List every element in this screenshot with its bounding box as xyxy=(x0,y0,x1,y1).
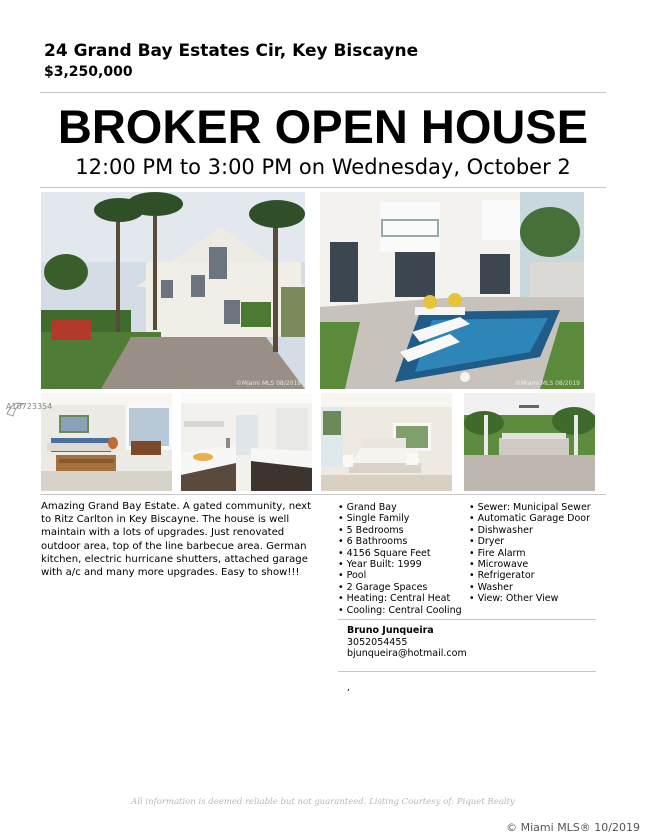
feature-item: • Cooling: Central Cooling xyxy=(338,605,462,616)
photo-kitchen[interactable] xyxy=(181,393,312,491)
feature-item: • Pool xyxy=(338,570,462,581)
photo-bedroom[interactable] xyxy=(321,393,452,491)
features-list-left xyxy=(338,502,462,616)
divider xyxy=(338,671,596,672)
listing-id: A10723354 xyxy=(6,402,53,411)
photo-patio[interactable] xyxy=(464,393,595,491)
listing-price: $3,250,000 xyxy=(44,64,133,80)
photo-house-exterior[interactable] xyxy=(41,192,305,389)
feature-item: • Microwave xyxy=(469,559,591,570)
feature-item: • Dryer xyxy=(469,536,591,547)
feature-item: • 2 Garage Spaces xyxy=(338,582,462,593)
feature-item: • Fire Alarm xyxy=(469,548,591,559)
agent-email[interactable]: bjunqueira@hotmail.com xyxy=(347,648,467,659)
agent-phone[interactable]: 3052054455 xyxy=(347,637,408,648)
feature-item: • View: Other View xyxy=(469,593,591,604)
divider xyxy=(40,494,606,495)
feature-item: • 5 Bedrooms xyxy=(338,525,462,536)
disclaimer: All information is deemed reliable but not guaranteed. Listing Courtesy of: Piquet Realty xyxy=(131,797,515,807)
feature-item: • Year Built: 1999 xyxy=(338,559,462,570)
feature-item: • Refrigerator xyxy=(469,570,591,581)
feature-item: • Grand Bay xyxy=(338,502,462,513)
divider xyxy=(40,92,606,93)
feature-item: • Sewer: Municipal Sewer xyxy=(469,502,591,513)
photo-pool[interactable] xyxy=(320,192,584,389)
feature-item: • Washer xyxy=(469,582,591,593)
feature-item: • Automatic Garage Door xyxy=(469,513,591,524)
feature-item: • Heating: Central Heat xyxy=(338,593,462,604)
agent-name: Bruno Junqueira xyxy=(347,625,434,636)
feature-item: • Single Family xyxy=(338,513,462,524)
feature-item: • 4156 Square Feet xyxy=(338,548,462,559)
copyright: © Miami MLS® 10/2019 xyxy=(506,821,640,834)
event-datetime: 12:00 PM to 3:00 PM on Wednesday, October 2 xyxy=(75,155,571,179)
photo-living-room[interactable] xyxy=(41,393,172,491)
photo-watermark: ©Miami MLS 08/2019 xyxy=(235,380,301,387)
features-list-right xyxy=(469,502,591,605)
feature-item: • 6 Bathrooms xyxy=(338,536,462,547)
listing-description: Amazing Grand Bay Estate. A gated community, next to Ritz Carlton in Key Biscayne. The house is well maintain with a lots of upgrades. Just renovated outdoor area, top of the line barbecue area. German kitchen, electric hurricane shutters, attached garage with a/c and many more upgrades. Easy to show!!! xyxy=(41,501,312,579)
divider xyxy=(338,619,596,620)
feature-item: • Dishwasher xyxy=(469,525,591,536)
event-headline: BROKER OPEN HOUSE xyxy=(57,100,589,153)
divider xyxy=(40,187,606,188)
photo-watermark: ©Miami MLS 08/2019 xyxy=(514,380,580,387)
listing-address: 24 Grand Bay Estates Cir, Key Biscayne xyxy=(44,41,419,61)
agent-extra: , xyxy=(347,683,350,693)
